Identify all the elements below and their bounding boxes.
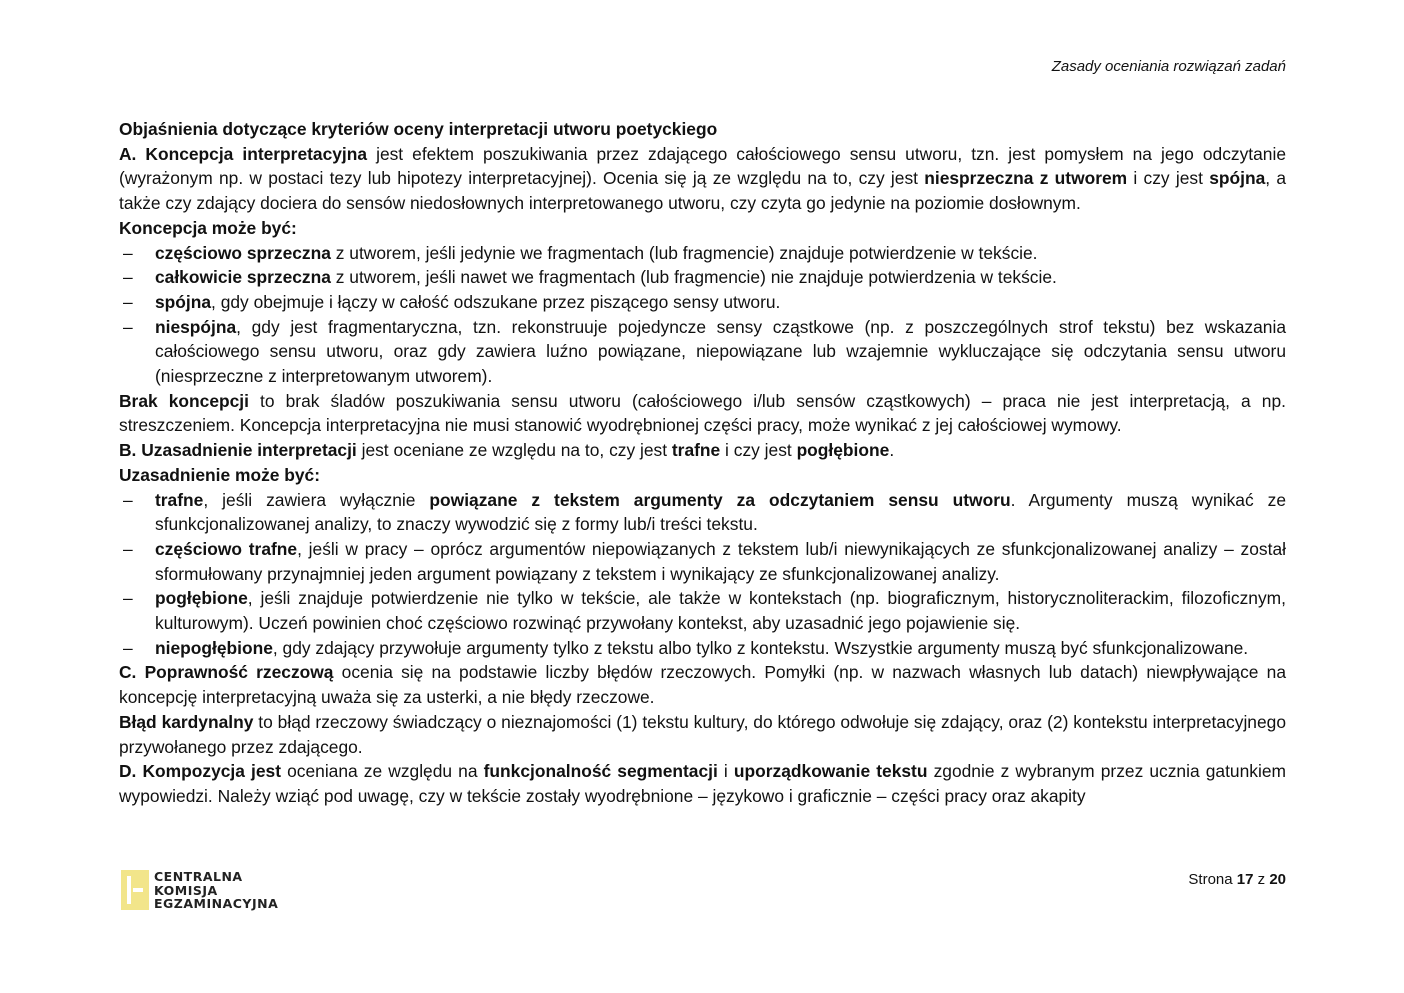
list-item: – częściowo sprzeczna z utworem, jeśli jedynie we fragmentach (lub fragmencie) znajduje potwierdzenie w tekście.: [123, 242, 1038, 263]
subheading-koncepcja: Koncepcja może być:: [119, 217, 297, 238]
paragraph-b: B. Uzasadnienie interpretacji jest oceniane ze względu na to, czy jest trafne i czy jest pogłębione.: [119, 440, 895, 461]
list-item: – spójna, gdy obejmuje i łączy w całość odszukane przez piszącego sensy utworu.: [123, 291, 781, 312]
page-number: Strona 17 z 20: [1188, 871, 1286, 888]
paragraph-a: A. Koncepcja interpretacyjna jest efektem poszukiwania przez zdającego całościowego sensu utworu, tzn. jest pomysłem na jego odczytanie (wyrażonym np. w postaci tezy lub hipotezy interpretacyjnej). Ocenia się ją ze względu na to, czy jest niesprzeczna z utworem i czy jest spójna, a także czy zdający dociera do sensów niedosłownych interpretowanego utworu, czy czyta go jedynie na poziomie dosłownym.: [119, 143, 1287, 214]
cke-logo: [121, 870, 278, 911]
page-header: Zasady oceniania rozwiązań zadań: [1051, 58, 1286, 75]
list-item: – częściowo trafne, jeśli w pracy – oprócz argumentów niepowiązanych z tekstem lub/i niewynikających ze sfunkcjonalizowanej analizy – został sformułowany przynajmniej jeden argument powiązany z tekstem i wynikający ze sfunkcjonalizowanej analizy.: [123, 538, 1286, 584]
paragraph-brak-koncepcji: Brak koncepcji to brak śladów poszukiwania sensu utworu (całościowego i/lub sensów cząstkowych) – praca nie jest interpretacją, a np. streszczeniem. Koncepcja interpretacyjna nie musi stanowić wyodrębnionej części pracy, może wynikać z jej całościowej wymowy.: [119, 390, 1286, 436]
paragraph-blad-kardynalny: Błąd kardynalny to błąd rzeczowy świadczący o nieznajomości (1) tekstu kultury, do którego odwołuje się zdający, oraz (2) kontekstu interpretacyjnego przywołanego przez zdającego.: [119, 711, 1286, 757]
paragraph-d: D. Kompozycja jest oceniana ze względu na funkcjonalność segmentacji i uporządkowanie tekstu zgodnie z wybranym przez ucznia gatunkiem wypowiedzi. Należy wziąć pod uwagę, czy w tekście zostały wyodrębnione – językowo i graficznie – części pracy oraz akapity: [119, 761, 1286, 806]
list-item: – niepogłębione, gdy zdający przywołuje argumenty tylko z tekstu albo tylko z kontekstu. Wszystkie argumenty muszą być sfunkcjonalizowane.: [123, 637, 1249, 658]
paragraph-c: C. Poprawność rzeczową ocenia się na podstawie liczby błędów rzeczowych. Pomyłki (np. w nazwach własnych lub datach) niewpływające na koncepcję interpretacyjną uważa się za usterki, a nie błędy rzeczowe.: [119, 662, 1286, 708]
cke-logo-icon: [121, 870, 149, 910]
list-item: – całkowicie sprzeczna z utworem, jeśli nawet we fragmentach (lub fragmencie) nie znajduje potwierdzenia w tekście.: [123, 267, 1057, 288]
list-item: – niespójna, gdy jest fragmentaryczna, tzn. rekonstruuje pojedyncze sensy cząstkowe (np. z poszczególnych strof tekstu) bez wskazania całościowego sensu utworu, oraz gdy zawiera luźno powiązane, niepowiązane lub wzajemnie wykluczające się odczytania sensu utworu (niesprzeczne z interpretowanym utworem).: [123, 316, 1286, 387]
cke-logo-text: CENTRALNA KOMISJA EGZAMINACYJNA: [154, 869, 279, 911]
section-heading: Objaśnienia dotyczące kryteriów oceny interpretacji utworu poetyckiego: [119, 119, 718, 139]
subheading-uzasadnienie: Uzasadnienie może być:: [119, 464, 321, 485]
list-item: – trafne, jeśli zawiera wyłącznie powiązane z tekstem argumenty za odczytaniem sensu utworu. Argumenty muszą wynikać ze sfunkcjonalizowanej analizy, to znaczy wywodzić się z formy lub/i treści tekstu.: [123, 489, 1287, 535]
list-item: – pogłębione, jeśli znajduje potwierdzenie nie tylko w tekście, ale także w kontekstach (np. biograficznym, historycznoliterackim, filozoficznym, kulturowym). Uczeń powinien choć częściowo rozwinąć przywołany kontekst, aby uzasadnić jego pojawienie się.: [123, 588, 1286, 634]
document-body: [119, 117, 1286, 809]
